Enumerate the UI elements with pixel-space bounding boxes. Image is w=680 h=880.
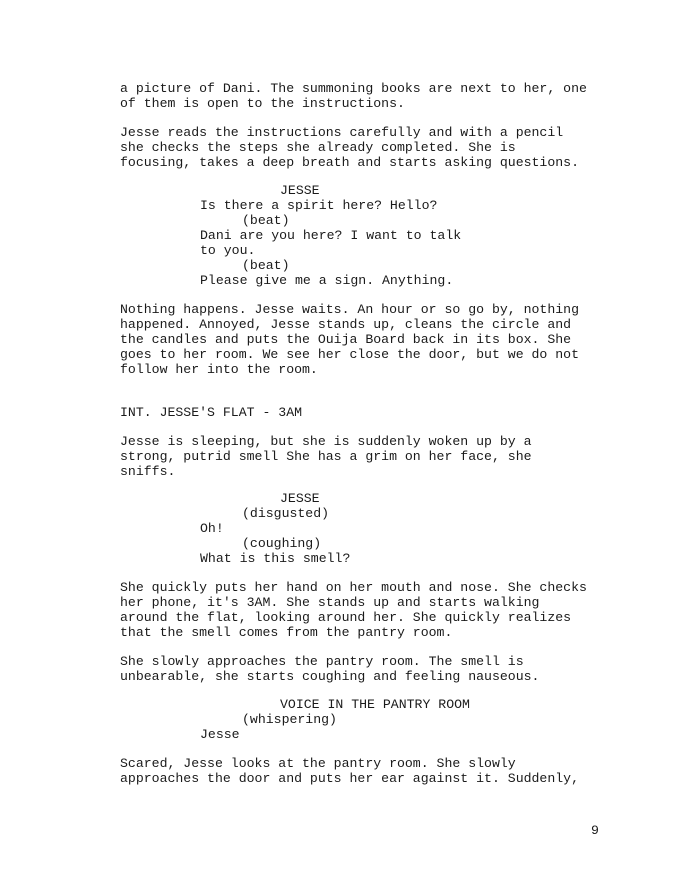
action-line: strong, putrid smell She has a grim on her face, she: [120, 449, 532, 464]
action-line: focusing, takes a deep breath and starts asking questions.: [120, 155, 579, 170]
dialogue-line: to you.: [200, 243, 256, 258]
parenthetical: (beat): [242, 258, 290, 273]
page-number: 9: [591, 823, 599, 838]
parenthetical: (disgusted): [242, 506, 330, 521]
character-name: VOICE IN THE PANTRY ROOM: [280, 697, 470, 712]
dialogue-line: What is this smell?: [200, 551, 351, 566]
dialogue-line: Dani are you here? I want to talk: [200, 228, 462, 243]
action-line: around the flat, looking around her. She quickly realizes: [120, 610, 572, 625]
action-line: the candles and puts the Ouija Board back in its box. She: [120, 332, 572, 347]
action-line: goes to her room. We see her close the door, but we do not: [120, 347, 579, 362]
action-line: her phone, it's 3AM. She stands up and starts walking: [120, 595, 540, 610]
action-line: approaches the door and puts her ear against it. Suddenly,: [120, 771, 579, 786]
parenthetical: (coughing): [242, 536, 322, 551]
action-line: follow her into the room.: [120, 362, 318, 377]
action-line: Nothing happens. Jesse waits. An hour or so go by, nothing: [120, 302, 579, 317]
action-line: Scared, Jesse looks at the pantry room. She slowly: [120, 756, 516, 771]
action-line: Jesse reads the instructions carefully and with a pencil: [120, 125, 564, 140]
action-line: She quickly puts her hand on her mouth and nose. She checks: [120, 580, 587, 595]
parenthetical: (beat): [242, 213, 290, 228]
action-line: She slowly approaches the pantry room. The smell is: [120, 654, 524, 669]
action-line: a picture of Dani. The summoning books are next to her, one: [120, 81, 587, 96]
action-line: sniffs.: [120, 464, 176, 479]
parenthetical: (whispering): [242, 712, 337, 727]
action-line: Jesse is sleeping, but she is suddenly woken up by a: [120, 434, 532, 449]
action-line: unbearable, she starts coughing and feeling nauseous.: [120, 669, 540, 684]
scene-heading: INT. JESSE'S FLAT - 3AM: [120, 405, 303, 420]
action-line: she checks the steps she already completed. She is: [120, 140, 516, 155]
dialogue-line: Jesse: [200, 727, 240, 742]
action-line: that the smell comes from the pantry room.: [120, 625, 453, 640]
dialogue-line: Is there a spirit here? Hello?: [200, 198, 438, 213]
action-line: happened. Annoyed, Jesse stands up, cleans the circle and: [120, 317, 572, 332]
character-name: JESSE: [280, 491, 320, 506]
action-line: of them is open to the instructions.: [120, 96, 405, 111]
character-name: JESSE: [280, 183, 320, 198]
dialogue-line: Please give me a sign. Anything.: [200, 273, 454, 288]
dialogue-line: Oh!: [200, 521, 224, 536]
